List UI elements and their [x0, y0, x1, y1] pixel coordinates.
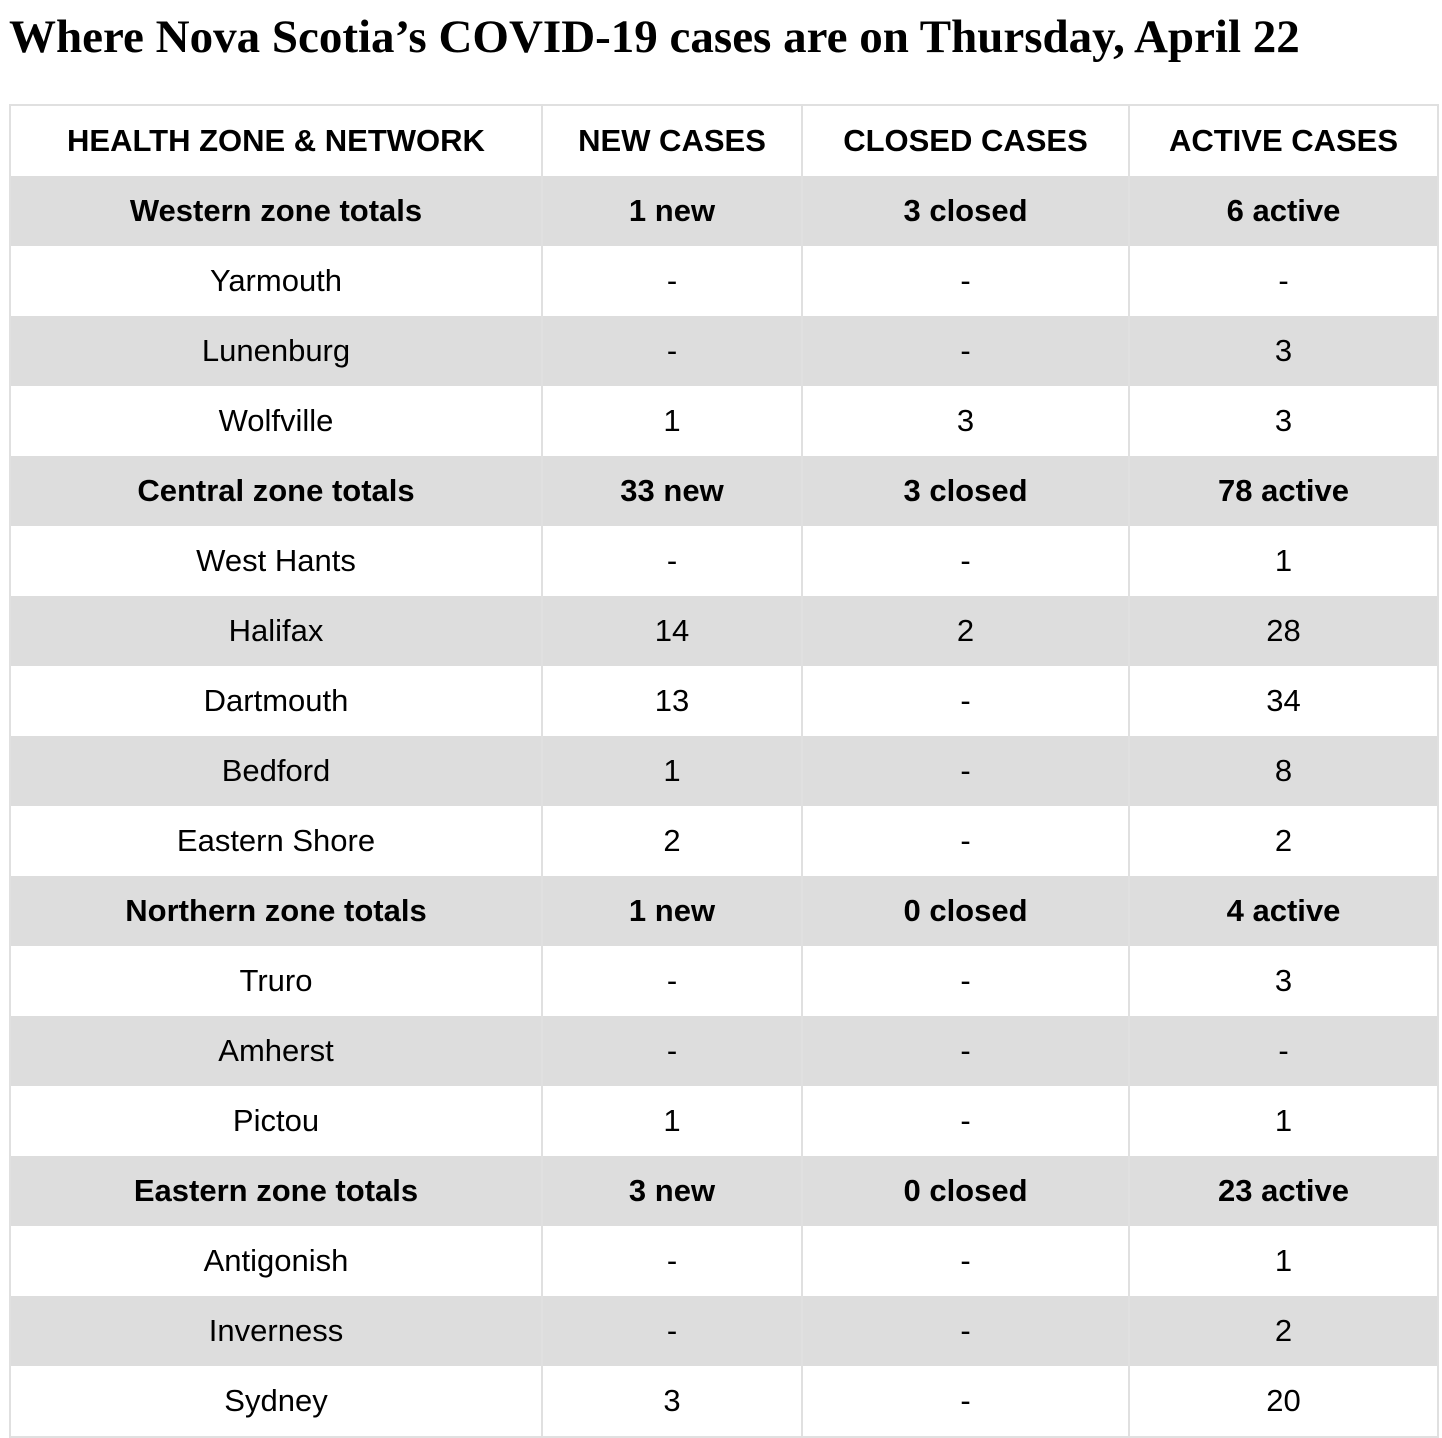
table-row [10, 806, 1438, 876]
cell-active-cases: 20 [1129, 1366, 1438, 1437]
cell-closed-cases: - [802, 736, 1129, 806]
cell-closed-cases: - [802, 666, 1129, 736]
zone-total-row [10, 1156, 1438, 1226]
cell-network-name: Western zone totals [10, 176, 542, 246]
cell-active-cases: 34 [1129, 666, 1438, 736]
column-header-new-cases: NEW CASES [542, 105, 802, 176]
cell-network-name: Yarmouth [10, 246, 542, 316]
column-header-health-zone: HEALTH ZONE & NETWORK [10, 105, 542, 176]
table-row [10, 246, 1438, 316]
cell-active-cases: 8 [1129, 736, 1438, 806]
cell-active-cases: 1 [1129, 1086, 1438, 1156]
cell-new-cases: 14 [542, 596, 802, 666]
cell-active-cases: 4 active [1129, 876, 1438, 946]
cell-new-cases: 13 [542, 666, 802, 736]
cell-new-cases: 33 new [542, 456, 802, 526]
cell-new-cases: - [542, 526, 802, 596]
table-row [10, 1016, 1438, 1086]
cell-network-name: Northern zone totals [10, 876, 542, 946]
cell-new-cases: - [542, 1226, 802, 1296]
cell-closed-cases: - [802, 1086, 1129, 1156]
table-row [10, 1086, 1438, 1156]
table-row [10, 1366, 1438, 1437]
cell-active-cases: 78 active [1129, 456, 1438, 526]
cell-new-cases: - [542, 946, 802, 1016]
table-row [10, 386, 1438, 456]
cell-network-name: West Hants [10, 526, 542, 596]
zone-total-row [10, 176, 1438, 246]
cell-network-name: Central zone totals [10, 456, 542, 526]
cell-closed-cases: - [802, 1296, 1129, 1366]
cell-closed-cases: 3 [802, 386, 1129, 456]
cell-closed-cases: - [802, 246, 1129, 316]
cell-closed-cases: 3 closed [802, 456, 1129, 526]
cell-new-cases: 1 [542, 1086, 802, 1156]
cell-closed-cases: - [802, 806, 1129, 876]
cell-network-name: Sydney [10, 1366, 542, 1437]
cell-active-cases: 3 [1129, 316, 1438, 386]
cell-network-name: Lunenburg [10, 316, 542, 386]
cell-active-cases: - [1129, 1016, 1438, 1086]
cell-new-cases: 3 [542, 1366, 802, 1437]
cell-active-cases: 2 [1129, 806, 1438, 876]
cell-closed-cases: - [802, 316, 1129, 386]
cell-network-name: Dartmouth [10, 666, 542, 736]
cell-new-cases: 1 [542, 386, 802, 456]
table-body [10, 176, 1438, 1437]
cell-network-name: Eastern zone totals [10, 1156, 542, 1226]
cell-network-name: Bedford [10, 736, 542, 806]
cell-active-cases: 2 [1129, 1296, 1438, 1366]
cell-network-name: Eastern Shore [10, 806, 542, 876]
cell-new-cases: 1 new [542, 176, 802, 246]
table-row [10, 596, 1438, 666]
cell-closed-cases: - [802, 946, 1129, 1016]
cell-new-cases: - [542, 246, 802, 316]
cell-active-cases: 28 [1129, 596, 1438, 666]
cell-active-cases: 1 [1129, 1226, 1438, 1296]
zone-total-row [10, 456, 1438, 526]
page-title: Where Nova Scotia’s COVID-19 cases are on Thursday, April 22 [9, 11, 1300, 63]
cell-closed-cases: 2 [802, 596, 1129, 666]
cell-active-cases: 3 [1129, 946, 1438, 1016]
table-row [10, 946, 1438, 1016]
cell-closed-cases: - [802, 1226, 1129, 1296]
cell-network-name: Halifax [10, 596, 542, 666]
column-header-closed-cases: CLOSED CASES [802, 105, 1129, 176]
cell-active-cases: 23 active [1129, 1156, 1438, 1226]
cell-closed-cases: - [802, 526, 1129, 596]
table-row [10, 1296, 1438, 1366]
cell-network-name: Wolfville [10, 386, 542, 456]
cell-closed-cases: 0 closed [802, 876, 1129, 946]
cell-new-cases: 1 [542, 736, 802, 806]
header-row [10, 105, 1438, 176]
table-row [10, 736, 1438, 806]
table-row [10, 666, 1438, 736]
cell-closed-cases: - [802, 1016, 1129, 1086]
cell-network-name: Pictou [10, 1086, 542, 1156]
cell-network-name: Antigonish [10, 1226, 542, 1296]
cell-new-cases: 2 [542, 806, 802, 876]
cell-active-cases: - [1129, 246, 1438, 316]
cell-new-cases: 3 new [542, 1156, 802, 1226]
cell-network-name: Truro [10, 946, 542, 1016]
covid-cases-table [9, 104, 1439, 1438]
cell-new-cases: 1 new [542, 876, 802, 946]
cell-active-cases: 6 active [1129, 176, 1438, 246]
table-row [10, 526, 1438, 596]
cell-network-name: Amherst [10, 1016, 542, 1086]
cell-closed-cases: 3 closed [802, 176, 1129, 246]
cell-new-cases: - [542, 316, 802, 386]
cell-new-cases: - [542, 1296, 802, 1366]
cell-closed-cases: - [802, 1366, 1129, 1437]
cell-new-cases: - [542, 1016, 802, 1086]
cell-closed-cases: 0 closed [802, 1156, 1129, 1226]
table-row [10, 1226, 1438, 1296]
cell-active-cases: 1 [1129, 526, 1438, 596]
column-header-active-cases: ACTIVE CASES [1129, 105, 1438, 176]
cell-active-cases: 3 [1129, 386, 1438, 456]
zone-total-row [10, 876, 1438, 946]
cell-network-name: Inverness [10, 1296, 542, 1366]
table-row [10, 316, 1438, 386]
